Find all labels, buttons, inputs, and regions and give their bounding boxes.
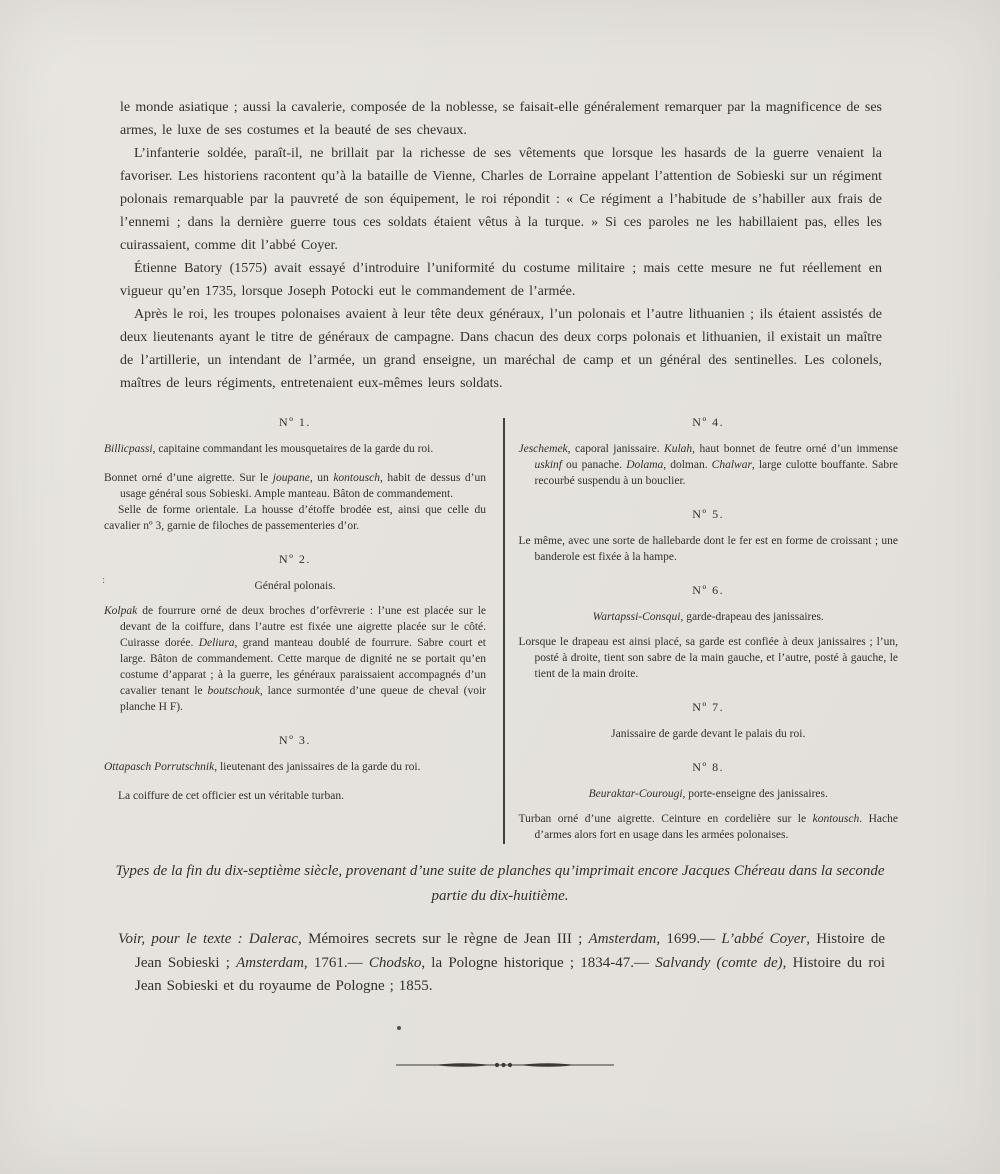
notes-column-right xyxy=(519,414,899,852)
entry-title: Janissaire de garde devant le palais du roi. xyxy=(611,728,806,740)
plate-caption xyxy=(111,859,889,909)
entry-paragraph: La coiffure de cet officier est un véritable turban. xyxy=(118,790,344,802)
entry-heading-1: Nº 1. xyxy=(279,415,311,429)
entry-paragraph: Kolpak de fourrure orné de deux broches d’orfèvrerie : l’une est placée sur le devant de la coiffure, dans l’autre est fixée une aigrette placée sur le côté. Cuirasse dorée. Deliura, grand manteau doublé de fourrure. Sabre court et large. Bâton de commandement. Cette marque de dignité ne se portait qu’en costume d’apparat ; à la guerre, les généraux paraissaient accompagnés d’un cavalier tenant le boutschouk, lance surmontée d’une queue de cheval (voir planche H F). xyxy=(104,605,486,713)
entry-paragraph: Turban orné d’une aigrette. Ceinture en cordelière sur le kontousch. Hache d’armes alors fort en usage dans les armées polonaises. xyxy=(518,813,898,841)
entry-heading-4: Nº 4. xyxy=(692,415,725,429)
intro-paragraph: Étienne Batory (1575) avait essayé d’introduire l’uniformité du costume militaire ; mais cette mesure ne fut réellement en vigueur qu’en 1735, lorsque Joseph Potocki eut le commandement de l’armée. xyxy=(120,261,882,299)
entry-title: Ottapasch Porrutschnik, lieutenant des janissaires de la garde du roi. xyxy=(104,761,421,773)
plate-notes xyxy=(104,414,898,852)
ornament-divider xyxy=(394,1058,616,1072)
ornament-rule-icon xyxy=(394,1058,616,1072)
column-divider-rule xyxy=(503,418,505,844)
intro-paragraph: le monde asiatique ; aussi la cavalerie, composée de la noblesse, se faisait-elle généralement remarquer par la magnificence de ses armes, le luxe de ses costumes et la beauté de ses chevaux. xyxy=(120,100,882,138)
intro-text xyxy=(120,96,882,395)
entry-paragraph: Bonnet orné d’une aigrette. Sur le joupane, un kontousch, habit de dessus d’un usage général sous Sobieski. Ample manteau. Bâton de commandement. xyxy=(104,472,487,500)
ink-speck xyxy=(397,1026,401,1030)
entry-title: Billicpassi, capitaine commandant les mousquetaires de la garde du roi. xyxy=(104,443,434,455)
notes-column-left xyxy=(104,414,486,852)
entry-paragraph: Le même, avec une sorte de hallebarde dont le fer est en forme de croissant ; une banderole est fixée à la hampe. xyxy=(518,535,898,563)
entry-heading-6: Nº 6. xyxy=(692,583,725,597)
print-artifact: : xyxy=(102,574,106,586)
entry-paragraph: Selle de forme orientale. La housse d’étoffe brodée est, ainsi que celle du cavalier nº 3, garnie de filoches de passementeries d’or. xyxy=(104,504,486,532)
entry-heading-8: Nº 8. xyxy=(692,760,725,774)
entry-heading-2: Nº 2. xyxy=(279,552,311,566)
entry-paragraph: Jeschemek, caporal janissaire. Kulah, haut bonnet de feutre orné d’un immense uskinf ou panache. Dolama, dolman. Chalwar, large culotte bouffante. Sabre recourbé suspendu à un bouclier. xyxy=(518,443,899,487)
bibliography xyxy=(118,928,885,999)
entry-paragraph: Lorsque le drapeau est ainsi placé, sa garde est confiée à deux janissaires ; l’un, posté à droite, tient son sabre de la main gauche, et l’autre, posté à gauche, le tient de la main droite. xyxy=(518,636,898,680)
intro-paragraph: L’infanterie soldée, paraît-il, ne brillait par la richesse de ses vêtements que lorsque les hasards de la guerre venaient la favoriser. Les historiens racontent qu’à la bataille de Vienne, Charles de Lorraine appelant l’attention de Sobieski sur un régiment polonais remarquable par la pauvreté de son équipement, le roi répondit : « Ce régiment a l’habitude de s’habiller aux frais de l’ennemi ; dans la dernière guerre tous ces soldats étaient vêtus à la turque. » Si ces paroles ne les habillaient pas, elles les cuirassaient, comme dit l’abbé Coyer. xyxy=(120,146,882,253)
bibliography-text: Voir, pour le texte : Dalerac, Mémoires secrets sur le règne de Jean III ; Amsterdam, 1699.— L’abbé Coyer, Histoire de Jean Sobieski ; Amsterdam, 1761.— Chodsko, la Pologne historique ; 1834-47.— Salvandy (comte de), Histoire du roi Jean Sobieski et du royaume de Pologne ; 1855. xyxy=(118,931,886,994)
caption-text: Types de la fin du dix-septième siècle, provenant d’une suite de planches qu’imprimait encore Jacques Chéreau dans la seconde partie du dix-huitième. xyxy=(115,863,885,904)
entry-heading-3: Nº 3. xyxy=(279,733,311,747)
entry-title: Général polonais. xyxy=(254,580,336,592)
entry-title: Beuraktar-Courougi, porte-enseigne des janissaires. xyxy=(588,788,828,800)
entry-heading-5: Nº 5. xyxy=(692,507,725,521)
entry-title: Wartapssi-Consqui, garde-drapeau des janissaires. xyxy=(592,611,824,623)
entry-heading-7: Nº 7. xyxy=(692,700,725,714)
intro-paragraph: Après le roi, les troupes polonaises avaient à leur tête deux généraux, l’un polonais et l’autre lithuanien ; ils étaient assistés de deux lieutenants ayant le titre de généraux de campagne. Dans chacun des deux corps polonais et lithuanien, il existait un maître de l’artillerie, un intendant de l’armée, un grand enseigne, un maréchal de camp et un général des sentinelles. Les colonels, maîtres de leurs régiments, entretenaient eux-mêmes leurs soldats. xyxy=(120,307,882,391)
